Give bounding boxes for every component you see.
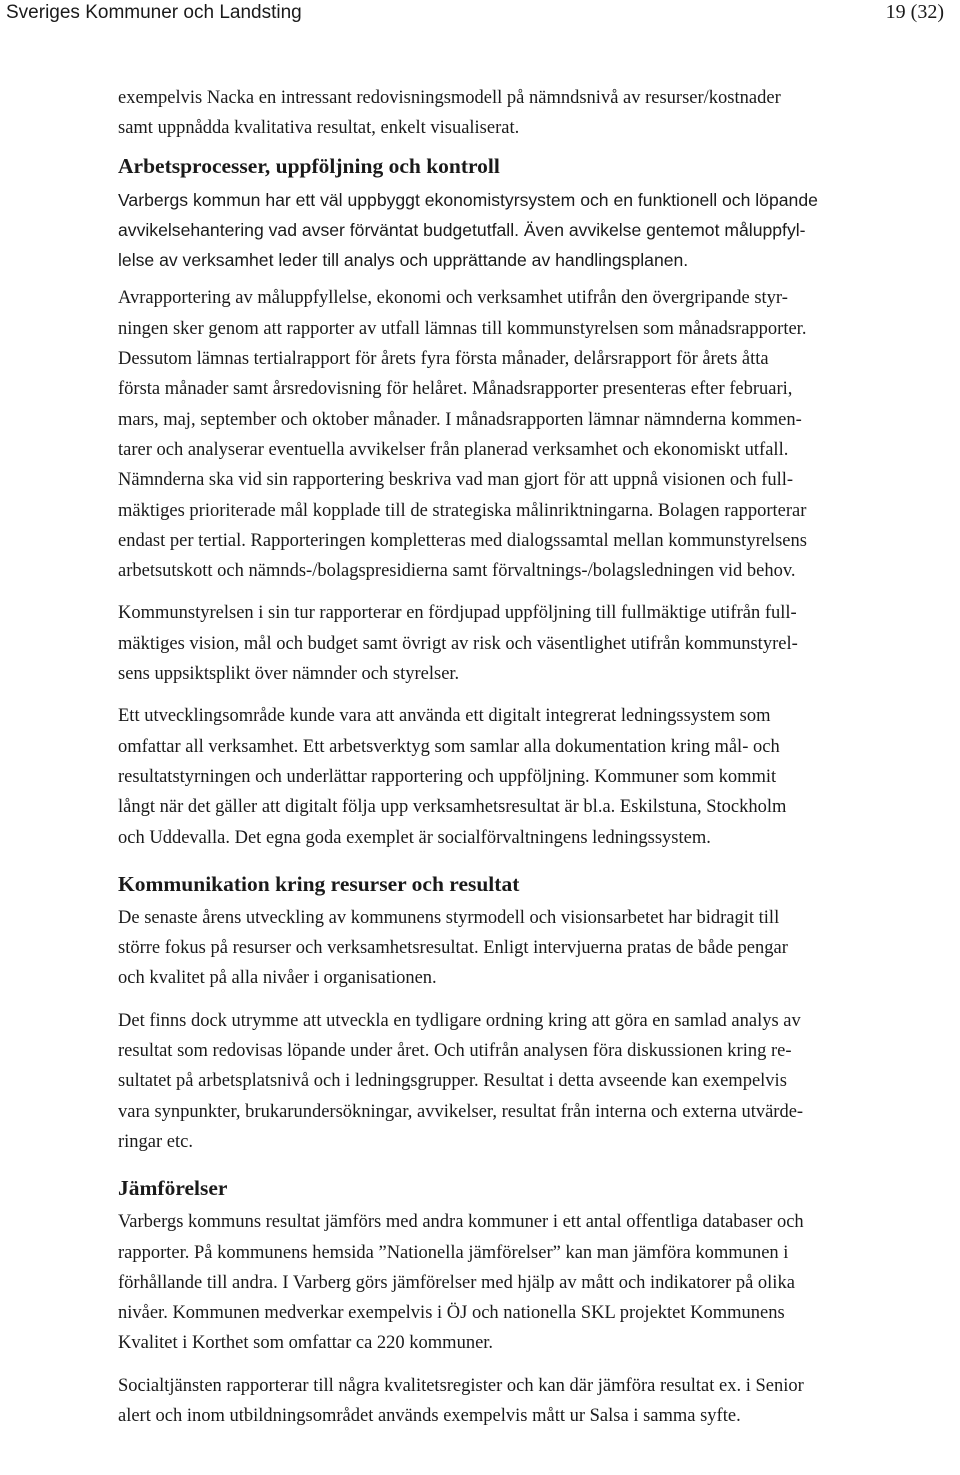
text-line: endast per tertial. Rapporteringen kompletteras med dialogssamtal mellan kommunstyrelsens: [118, 530, 807, 551]
text-line: avvikelsehantering vad avser förväntat budgetutfall. Även avvikelse gentemot måluppfyl-: [118, 219, 806, 240]
text-line: tarer och analyserar eventuella avvikelser från planerad verksamhet och ekonomiskt utfall.: [118, 439, 789, 460]
text-line: sultatet på arbetsplatsnivå och i ledningsgrupper. Resultat i detta avseende kan exempelvis: [118, 1071, 787, 1092]
running-header: [0, 0, 960, 30]
paragraph: [118, 83, 960, 144]
text-line: Det finns dock utrymme att utveckla en tydligare ordning kring att göra en samlad analys av: [118, 1010, 801, 1031]
text-line: lelse av verksamhet leder till analys och upprättande av handlingsplanen.: [118, 250, 689, 271]
text-line: Ett utvecklingsområde kunde vara att använda ett digitalt integrerat ledningssystem som: [118, 706, 771, 727]
text-line: sens uppsiktsplikt över nämnder och styrelser.: [118, 664, 460, 685]
text-line: samt uppnådda kvalitativa resultat, enkelt visualiserat.: [118, 118, 520, 139]
header-organization: Sveriges Kommuner och Landsting: [6, 2, 302, 23]
section-heading: Arbetsprocesser, uppföljning och kontroll: [118, 153, 500, 178]
text-line: Dessutom lämnas tertialrapport för årets fyra första månader, delårsrapport för årets åtta: [118, 349, 769, 370]
text-line: Avrapportering av måluppfyllelse, ekonomi och verksamhet utifrån den övergripande styr-: [118, 288, 788, 309]
text-line: Nämnderna ska vid sin rapportering beskriva vad man gjort för att uppnå visionen och full-: [118, 470, 794, 491]
text-line: nivåer. Kommunen medverkar exempelvis i ÖJ och nationella SKL projektet Kommunens: [118, 1303, 785, 1324]
paragraph: [118, 1207, 960, 1358]
section-heading: Jämförelser: [118, 1176, 228, 1201]
paragraph: [118, 185, 960, 276]
text-line: resultat som redovisas löpande under året. Och utifrån analysen föra diskussionen kring re-: [118, 1041, 792, 1062]
text-line: ningen sker genom att rapporter av utfall lämnas till kommunstyrelsen som månadsrapporter.: [118, 318, 807, 339]
text-line: förhållande till andra. I Varberg görs jämförelser med hjälp av mått och indikatorer på olika: [118, 1272, 795, 1293]
text-line: omfattar all verksamhet. Ett arbetsverktyg som samlar alla dokumentation kring mål- och: [118, 736, 780, 757]
paragraph: [118, 1371, 960, 1432]
text-line: första månader samt årsredovisning för helåret. Månadsrapporter presenteras efter februari,: [118, 379, 793, 400]
text-line: Kommunstyrelsen i sin tur rapporterar en fördjupad uppföljning till fullmäktige utifrån full-: [118, 603, 797, 624]
text-line: alert och inom utbildningsområdet används exempelvis mått ur Salsa i samma syfte.: [118, 1405, 741, 1426]
paragraph: [118, 903, 960, 994]
section-heading: Kommunikation kring resurser och resultat: [118, 871, 520, 896]
text-line: Kvalitet i Korthet som omfattar ca 220 kommuner.: [118, 1333, 494, 1354]
text-line: resultatstyrningen och underlättar rapportering och uppföljning. Kommuner som kommit: [118, 766, 777, 787]
paragraph: [118, 701, 960, 852]
text-line: långt när det gäller att digitalt följa upp verksamhetsresultat är bl.a. Eskilstuna, Stockholm: [118, 797, 787, 818]
paragraph: [118, 1006, 960, 1157]
text-line: Varbergs kommun har ett väl uppbyggt ekonomistyrsystem och en funktionell och löpande: [118, 189, 818, 210]
text-line: större fokus på resurser och verksamhetsresultat. Enligt intervjuerna pratas de både pengar: [118, 938, 788, 959]
text-line: mars, maj, september och oktober månader. I månadsrapporten lämnar nämnderna kommen-: [118, 409, 802, 430]
text-line: exempelvis Nacka en intressant redovisningsmodell på nämndsnivå av resurser/kostnader: [118, 88, 781, 108]
text-line: rapporter. På kommunens hemsida ”Nationella jämförelser” kan man jämföra kommunen i: [118, 1242, 789, 1263]
header-page-number: 19 (32): [885, 1, 944, 23]
text-line: och kvalitet på alla nivåer i organisationen.: [118, 968, 437, 989]
text-line: och Uddevalla. Det egna goda exemplet är socialförvaltningens ledningssystem.: [118, 827, 711, 848]
paragraph: [118, 598, 960, 689]
paragraph: [118, 283, 960, 586]
text-line: ringar etc.: [118, 1131, 193, 1152]
text-line: De senaste årens utveckling av kommunens styrmodell och visionsarbetet har bidragit till: [118, 907, 780, 928]
text-line: mäktiges prioriterade mål kopplade till de strategiska målinriktningarna. Bolagen rapporterar: [118, 500, 807, 521]
text-line: Varbergs kommuns resultat jämförs med andra kommuner i ett antal offentliga databaser och: [118, 1212, 804, 1233]
text-line: Socialtjänsten rapporterar till några kvalitetsregister och kan där jämföra resultat ex. i Senior: [118, 1375, 804, 1396]
document-body: [118, 83, 960, 1431]
text-line: vara synpunkter, brukarundersökningar, avvikelser, resultat från interna och externa utvärde-: [118, 1101, 804, 1122]
text-line: mäktiges vision, mål och budget samt övrigt av risk och väsentlighet utifrån kommunstyrel-: [118, 633, 798, 654]
text-line: arbetsutskott och nämnds-/bolagspresidierna samt förvaltnings-/bolagsledningen vid behov.: [118, 561, 796, 582]
